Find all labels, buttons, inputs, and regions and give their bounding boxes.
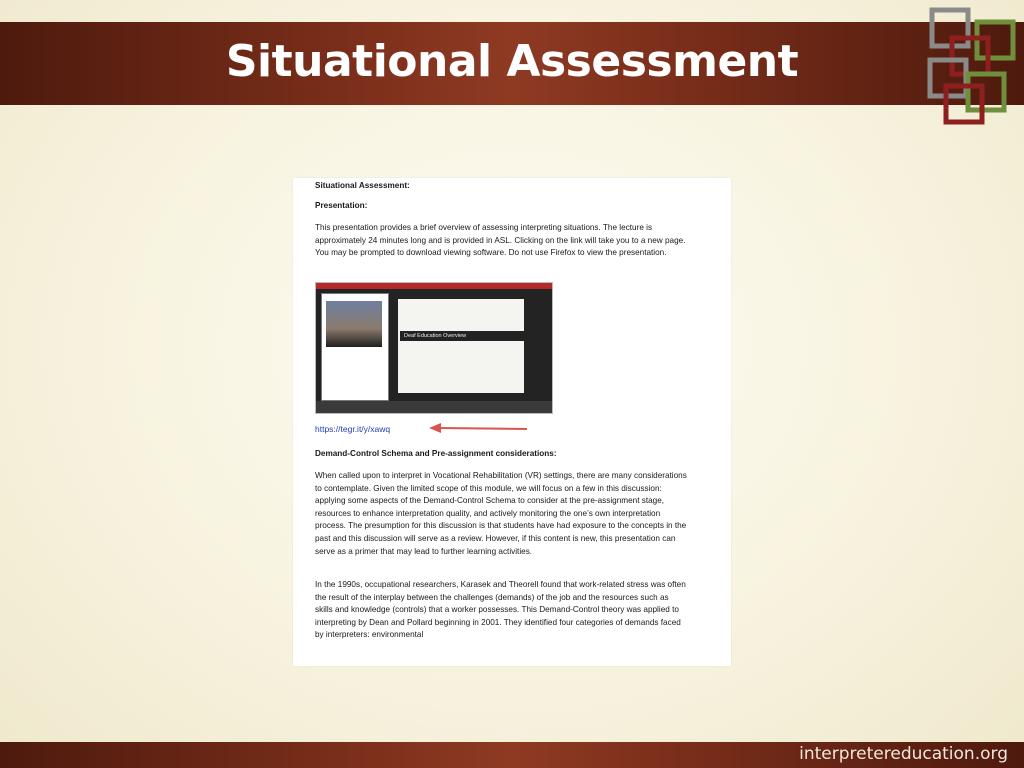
video-title-strip	[316, 283, 552, 289]
doc-heading-demand-control: Demand-Control Schema and Pre-assignment considerations:	[315, 449, 557, 458]
doc-intro-paragraph: This presentation provides a brief overview of assessing interpreting situations. The lecture is approximately 24 minutes long and is provided in ASL. Clicking on the link will take you to a new page. You may be prompted to download viewing software. Do not use Firefox to view the presentation.	[315, 223, 686, 258]
video-slide-title: Deaf Education Overview	[400, 331, 526, 341]
doc-paragraph-2: In the 1990s, occupational researchers, Karasek and Theorell found that work-related stress was often the result of the interplay between the challenges (demands) of the job and the resources such as skills and knowledge (controls) that a worker possesses. This Demand-Control theory was applied to interpreting by Dean and Pollard beginning in 2001. They identified four categories of demands faced by interpreters: environmental	[315, 580, 686, 640]
doc-heading-presentation: Presentation:	[315, 201, 368, 210]
footer-url: interpretereducation.org	[799, 744, 1008, 764]
presentation-link[interactable]: https://tegr.it/y/xawq	[315, 424, 391, 434]
arrow-left-icon	[429, 421, 529, 435]
doc-paragraph-1: When called upon to interpret in Vocational Rehabilitation (VR) settings, there are many considerations to contemplate. Given the limited scope of this module, we will focus on a few in this discussion: applying some aspects of the Demand-Control Schema to consider at the pre-assignment stage, resources to enhance interpretation quality, and actively monitoring the one’s own interpretation process. The presumption for this discussion is that students have had exposure to the concepts in the past and this discussion will serve as a review. However, if this content is new, this presentation can serve as a primer that may lead to further learning activities.	[315, 471, 687, 556]
video-control-bar[interactable]	[316, 401, 552, 413]
doc-heading-situational: Situational Assessment:	[315, 181, 410, 190]
logo-squares-icon	[922, 4, 1020, 126]
signer-video-image	[326, 301, 382, 347]
slide-title: Situational Assessment	[225, 36, 799, 87]
document-page	[293, 178, 731, 666]
video-thumbnail[interactable]	[315, 282, 553, 414]
video-slide-area	[398, 299, 524, 393]
